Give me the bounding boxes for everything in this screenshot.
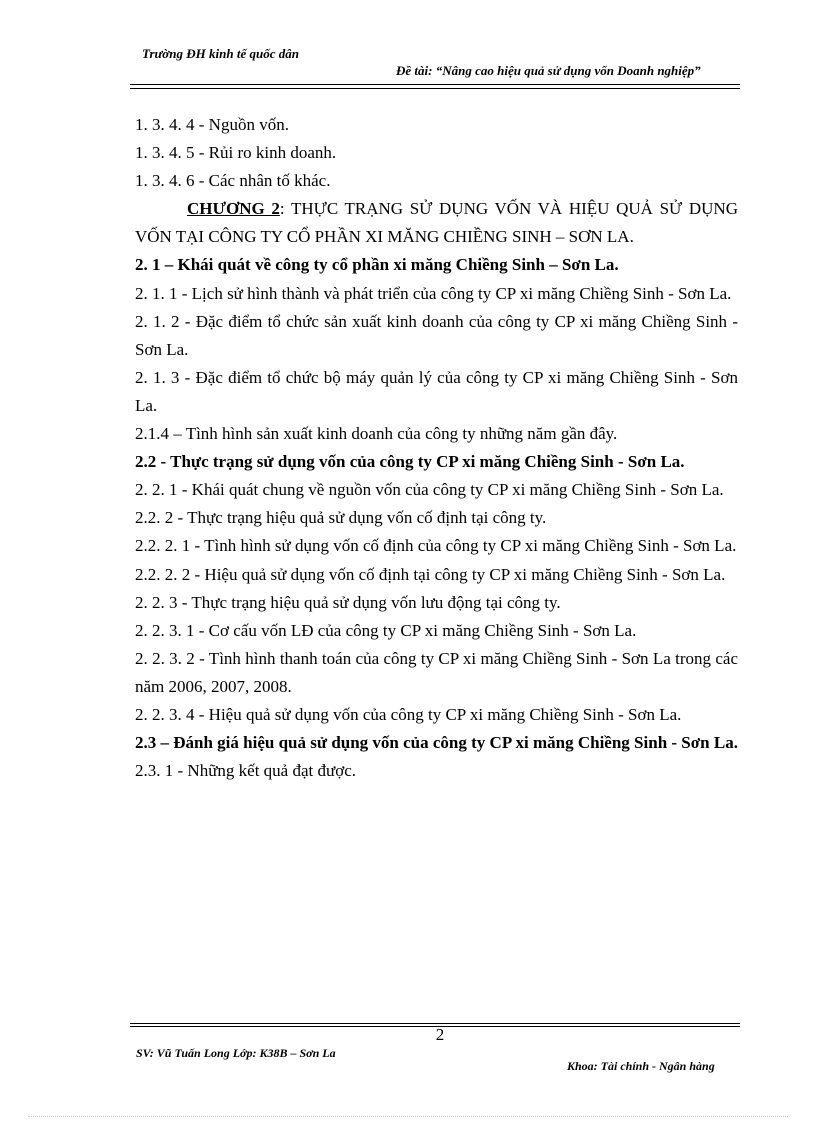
header-topic: Đề tài: “Nâng cao hiệu quả sử dụng vốn Doanh nghiệp” [396, 63, 701, 78]
toc-entry: 2.2. 2. 1 - Tình hình sử dụng vốn cố định của công ty CP xi măng Chiềng Sinh - Sơn La. [135, 536, 737, 556]
toc-entry: 2.2. 2 - Thực trạng hiệu quả sử dụng vốn cố định tại công ty. [135, 508, 547, 528]
toc-entry: 1. 3. 4. 6 - Các nhân tố khác. [135, 171, 331, 191]
toc-entry: 2. 1. 3 - Đặc điểm tổ chức bộ máy quản lý của công ty CP xi măng Chiềng Sinh - Sơn La. [135, 367, 738, 415]
footer-student: SV: Vũ Tuấn Long Lớp: K38B – Sơn La [136, 1046, 336, 1060]
toc-entry: 2. 2. 1 - Khái quát chung về nguồn vốn của công ty CP xi măng Chiềng Sinh - Sơn La. [135, 480, 724, 500]
section-heading: 2.2 - Thực trạng sử dụng vốn của công ty CP xi măng Chiềng Sinh - Sơn La. [135, 452, 685, 472]
toc-entry: 2.1.4 – Tình hình sản xuất kinh doanh của công ty những năm gần đây. [135, 424, 618, 444]
toc-entry: 2. 2. 3 - Thực trạng hiệu quả sử dụng vốn lưu động tại công ty. [135, 592, 561, 612]
toc-entry: 2.3. 1 - Những kết quả đạt được. [135, 761, 356, 781]
toc-entry: 2. 1. 2 - Đặc điểm tổ chức sản xuất kinh doanh của công ty CP xi măng Chiềng Sinh - Sơn La. [135, 311, 738, 359]
table-of-contents [135, 111, 738, 785]
toc-entry: 1. 3. 4. 4 - Nguồn vốn. [135, 115, 289, 134]
header-rule [130, 84, 740, 85]
page-edge-divider [28, 1116, 788, 1117]
toc-entry: 2. 1. 1 - Lịch sử hình thành và phát triển của công ty CP xi măng Chiềng Sinh - Sơn La. [135, 283, 732, 303]
section-heading: 2.3 – Đánh giá hiệu quả sử dụng vốn của công ty CP xi măng Chiềng Sinh - Sơn La. [135, 733, 738, 753]
toc-entry: 2. 2. 3. 1 - Cơ cấu vốn LĐ của công ty CP xi măng Chiềng Sinh - Sơn La. [135, 620, 637, 640]
page-number: 2 [435, 1025, 445, 1044]
toc-entry: 2. 2. 3. 2 - Tình hình thanh toán của công ty CP xi măng Chiềng Sinh - Sơn La trong các năm 2006, 2007, 2008. [135, 648, 738, 696]
header-school: Trường ĐH kinh tế quốc dân [142, 46, 299, 61]
footer-faculty: Khoa: Tài chính - Ngân hàng [567, 1059, 715, 1073]
chapter-title: : THỰC TRẠNG SỬ DỤNG VỐN VÀ HIỆU QUẢ SỬ DỤNG VỐN TẠI CÔNG TY CỔ PHẦN XI MĂNG CHIỀNG SINH – SƠN LA. [135, 199, 738, 247]
toc-entry: 1. 3. 4. 5 - Rủi ro kinh doanh. [135, 143, 337, 163]
footer-rule-thin [130, 1023, 740, 1024]
header-rule-thin [130, 88, 740, 89]
toc-entry: 2. 2. 3. 4 - Hiệu quả sử dụng vốn của công ty CP xi măng Chiềng Sinh - Sơn La. [135, 704, 682, 724]
chapter-heading [135, 195, 738, 251]
toc-entry: 2.2. 2. 2 - Hiệu quả sử dụng vốn cố định tại công ty CP xi măng Chiềng Sinh - Sơn La. [135, 564, 726, 584]
section-heading: 2. 1 – Khái quát về công ty cổ phần xi măng Chiềng Sinh – Sơn La. [135, 255, 619, 275]
chapter-label: CHƯƠNG 2 [187, 199, 280, 219]
